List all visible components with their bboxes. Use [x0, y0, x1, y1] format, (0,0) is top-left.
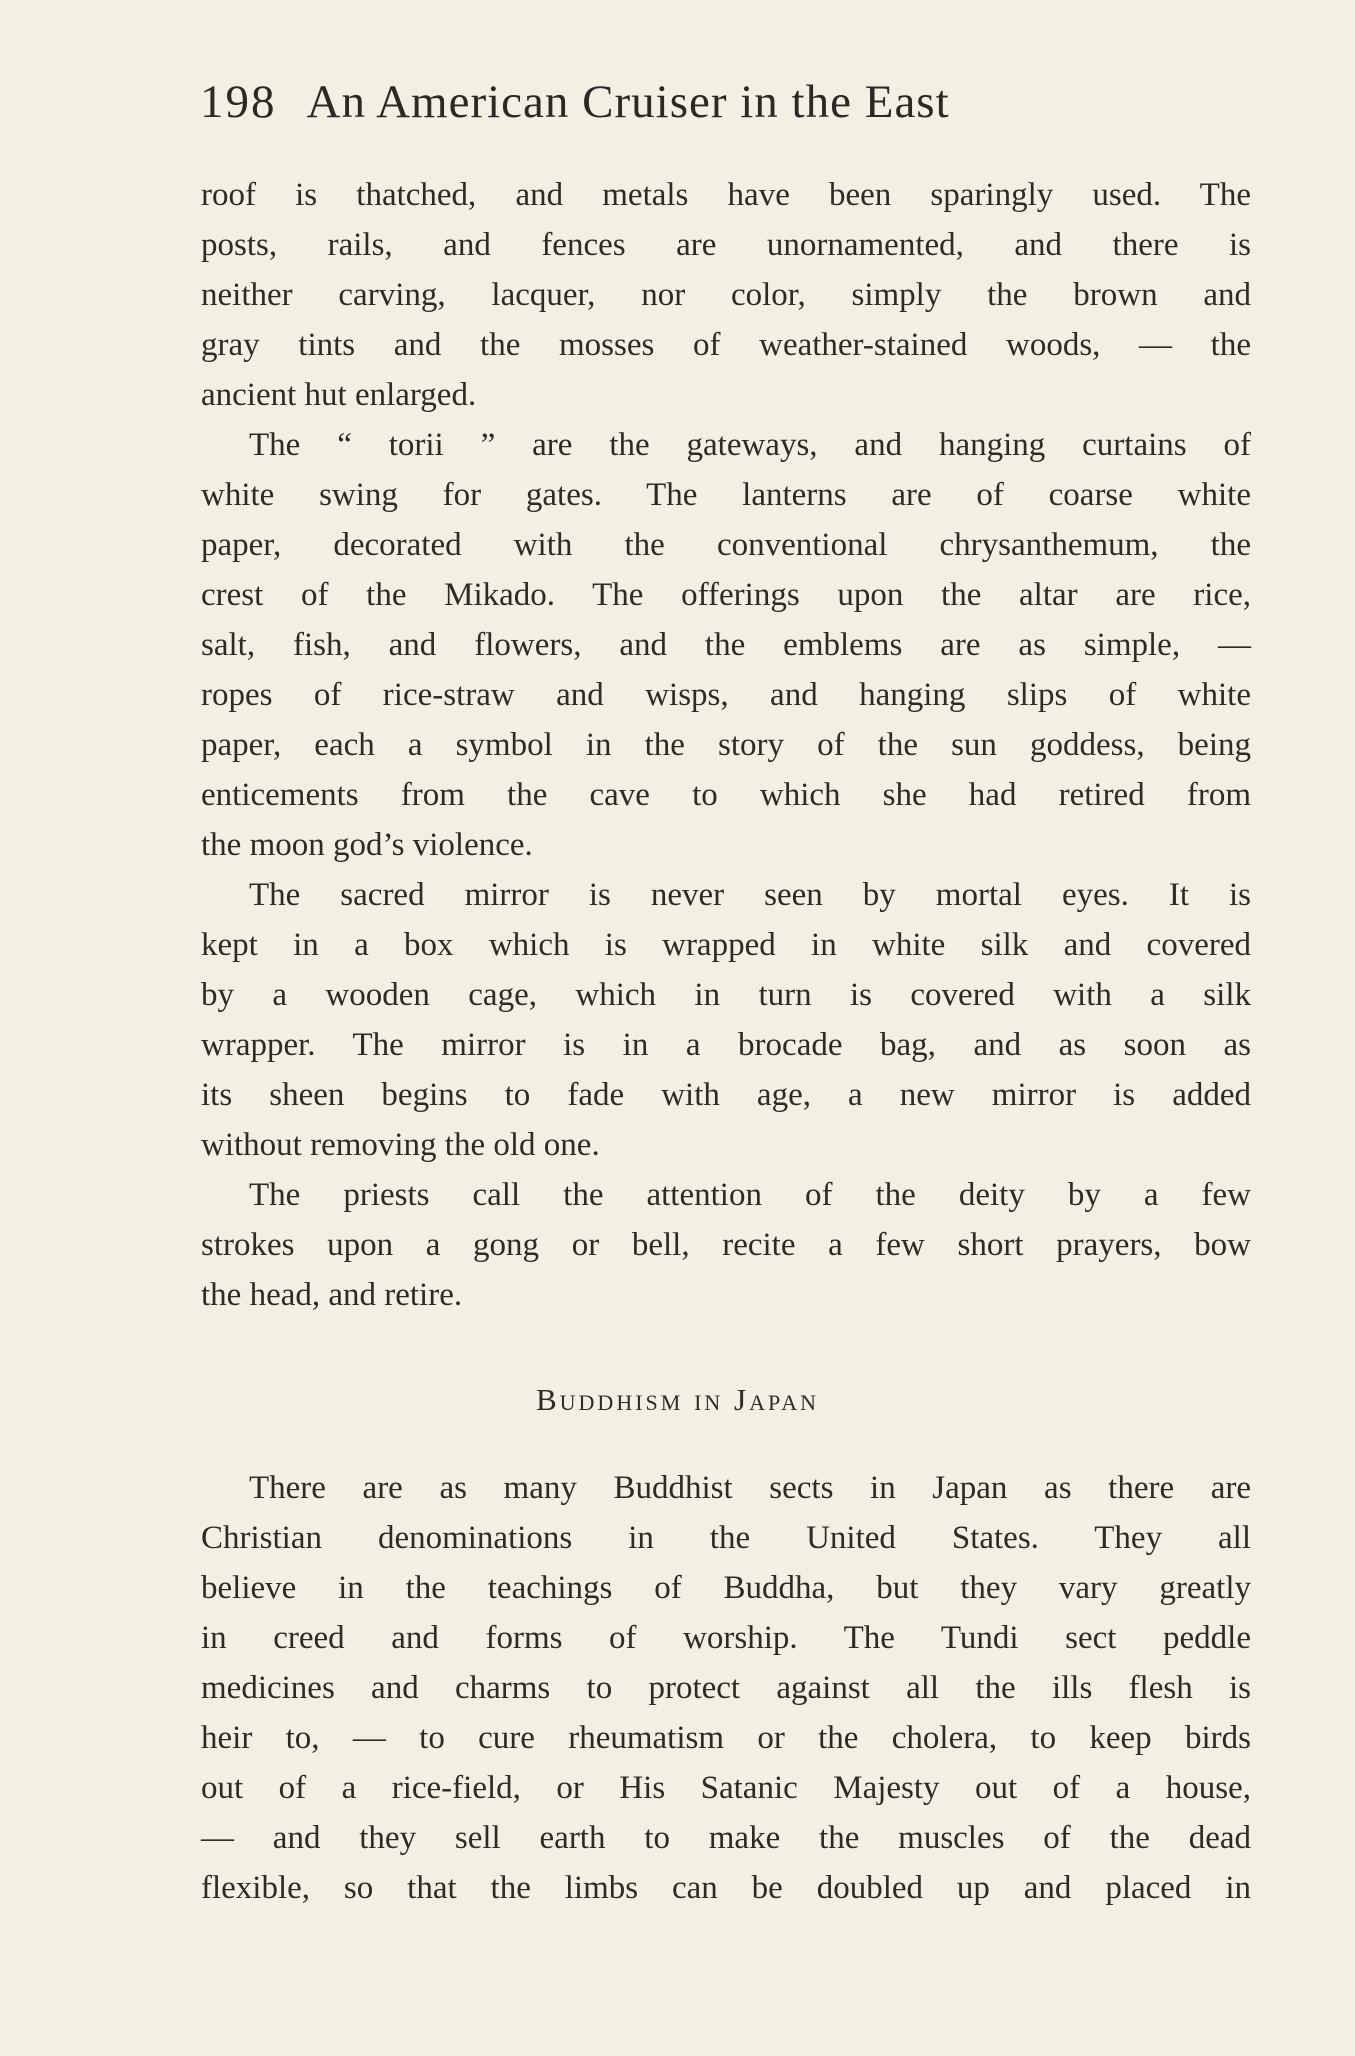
text-line: ancient hut enlarged. — [201, 377, 477, 413]
text-line: in creed and forms of worship. The Tundi sect peddle — [201, 1620, 1251, 1656]
text-line: flexible, so that the limbs can be doubled up and placed in — [201, 1870, 1251, 1906]
text-line: heir to, — to cure rheumatism or the cholera, to keep birds — [201, 1720, 1251, 1756]
text-line: enticements from the cave to which she had retired from — [201, 777, 1251, 813]
text-line: the head, and retire. — [201, 1277, 463, 1313]
text-line: Christian denominations in the United States. They all — [201, 1520, 1251, 1556]
text-line: neither carving, lacquer, nor color, simply the brown and — [201, 277, 1251, 313]
text-line: the moon god’s violence. — [201, 827, 533, 863]
text-line: strokes upon a gong or bell, recite a few short prayers, bow — [201, 1227, 1251, 1263]
text-line: roof is thatched, and metals have been sparingly used. The — [201, 177, 1251, 213]
text-line: The “ torii ” are the gateways, and hanging curtains of — [249, 427, 1251, 463]
text-line: salt, fish, and flowers, and the emblems are as simple, — — [201, 627, 1251, 663]
text-line: its sheen begins to fade with age, a new mirror is added — [201, 1077, 1251, 1113]
text-line: medicines and charms to protect against all the ills flesh is — [201, 1670, 1251, 1706]
page-number: 198 — [200, 76, 277, 128]
text-line: ropes of rice-straw and wisps, and hanging slips of white — [201, 677, 1251, 713]
text-line: out of a rice-field, or His Satanic Majesty out of a house, — [201, 1770, 1251, 1806]
running-head — [200, 72, 1160, 132]
text-line: kept in a box which is wrapped in white silk and covered — [201, 927, 1251, 963]
book-title: An American Cruiser in the East — [306, 76, 950, 128]
text-line: paper, decorated with the conventional chrysanthemum, the — [201, 527, 1251, 563]
text-line: white swing for gates. The lanterns are of coarse white — [201, 477, 1251, 513]
text-line: posts, rails, and fences are unornamented, and there is — [201, 227, 1251, 263]
text-line: wrapper. The mirror is in a brocade bag, and as soon as — [201, 1027, 1251, 1063]
text-line: The sacred mirror is never seen by mortal eyes. It is — [249, 877, 1251, 913]
text-line: — and they sell earth to make the muscles of the dead — [201, 1820, 1251, 1856]
text-line: gray tints and the mosses of weather-stained woods, — the — [201, 327, 1251, 363]
text-line: by a wooden cage, which in turn is covered with a silk — [201, 977, 1251, 1013]
text-block-shinto-shrine — [201, 170, 1251, 1320]
text-line: without removing the old one. — [201, 1127, 600, 1163]
text-line: crest of the Mikado. The offerings upon the altar are rice, — [201, 577, 1251, 613]
text-block-buddhism — [201, 1463, 1251, 1913]
text-line: The priests call the attention of the deity by a few — [249, 1177, 1251, 1213]
text-line: paper, each a symbol in the story of the sun goddess, being — [201, 727, 1251, 763]
text-line: There are as many Buddhist sects in Japan as there are — [249, 1470, 1251, 1506]
section-heading: Buddhism in Japan — [535, 1382, 819, 1417]
text-line: believe in the teachings of Buddha, but they vary greatly — [201, 1570, 1251, 1606]
